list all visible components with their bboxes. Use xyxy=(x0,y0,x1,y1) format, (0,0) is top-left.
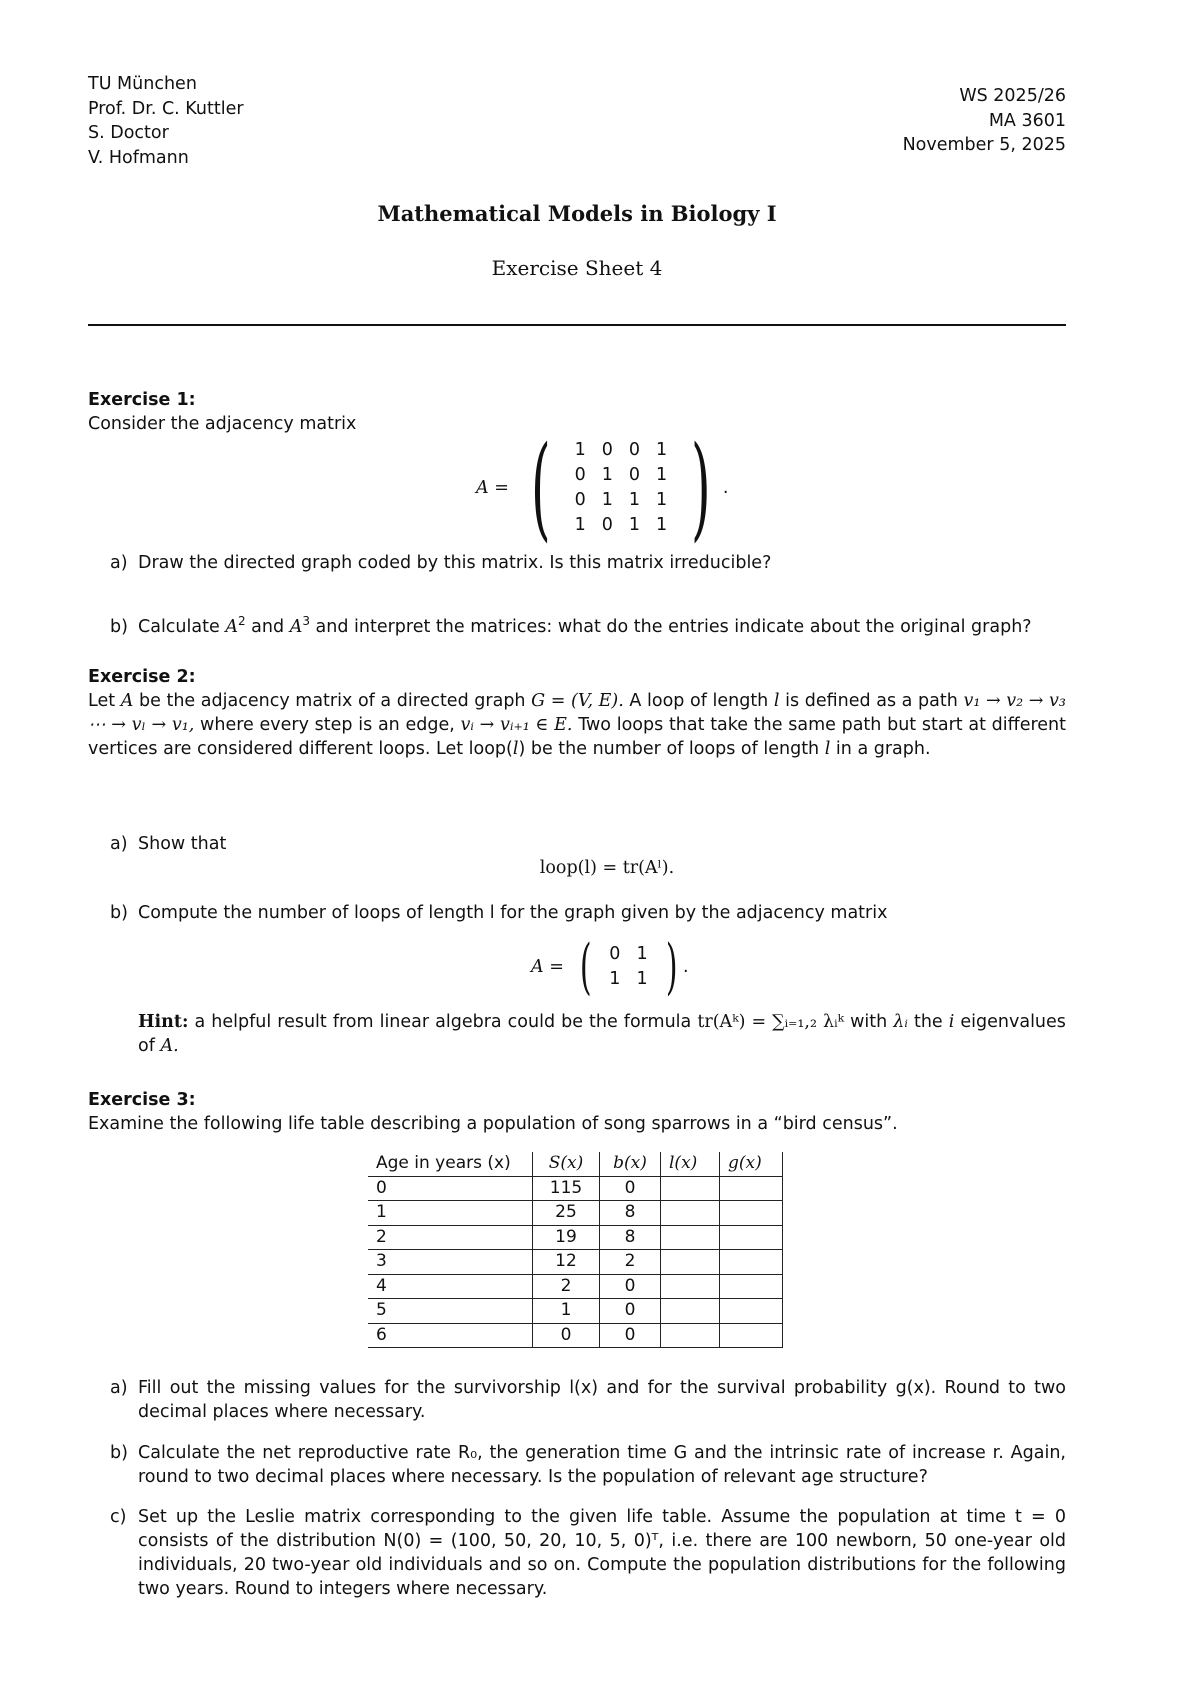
cell-b: 8 xyxy=(600,1201,661,1226)
item-label: b) xyxy=(110,617,128,637)
item-label: b) xyxy=(110,1443,128,1463)
math-A: A xyxy=(225,617,238,637)
matrix-label: A = xyxy=(476,477,509,498)
exercise-2-heading: Exercise 2: xyxy=(88,667,196,687)
col-header-b: b(x) xyxy=(600,1152,661,1176)
math-l: l xyxy=(773,691,780,712)
page-subtitle: Exercise Sheet 4 xyxy=(491,256,663,280)
table-row xyxy=(368,1225,783,1250)
matrix-cell: 0 xyxy=(574,490,586,510)
math-l: l xyxy=(824,739,831,760)
matrix-cell: 1 xyxy=(656,515,668,535)
text-part: a helpful result from linear algebra could be the formula xyxy=(194,1012,692,1032)
exponent: 2 xyxy=(237,614,246,629)
col-header-l: l(x) xyxy=(661,1152,720,1176)
cell-S: 2 xyxy=(533,1274,600,1299)
course-code: MA 3601 xyxy=(988,110,1066,131)
cell-l xyxy=(661,1274,720,1299)
hint-label: Hint: xyxy=(138,1012,189,1032)
exercise-3 xyxy=(88,1088,1066,1136)
item-text: Draw the directed graph coded by this matrix. Is this matrix irreducible? xyxy=(138,553,772,573)
cell-S: 115 xyxy=(533,1176,600,1201)
item-label: b) xyxy=(110,903,128,923)
math-i: i xyxy=(948,1012,955,1032)
math-lambda: λᵢ xyxy=(893,1012,908,1032)
matrix-cell: 0 xyxy=(609,944,621,964)
math-A: A xyxy=(289,617,303,637)
life-table xyxy=(368,1152,783,1348)
cell-g xyxy=(720,1323,783,1348)
cell-b: 0 xyxy=(600,1323,661,1348)
matrix-cell: 1 xyxy=(609,969,621,989)
cell-S: 12 xyxy=(533,1250,600,1275)
exercise-1 xyxy=(88,388,1066,436)
assistant-2: V. Hofmann xyxy=(88,147,189,168)
item-label: a) xyxy=(110,834,128,854)
cell-g xyxy=(720,1201,783,1226)
col-header-g: g(x) xyxy=(720,1152,783,1176)
math-A: A. xyxy=(160,1036,179,1057)
matrix-cell: 1 xyxy=(656,440,668,460)
exercise-3b xyxy=(110,1441,1066,1489)
professor: Prof. Dr. C. Kuttler xyxy=(88,98,244,119)
text-part: with xyxy=(850,1012,888,1032)
trace-formula: tr(Aᵏ) = ∑ᵢ₌₁,₂ λᵢᵏ xyxy=(697,1012,845,1032)
text-part: eigenvalues of xyxy=(138,1012,1066,1057)
matrix-cell: 1 xyxy=(628,490,640,510)
text-part: the xyxy=(913,1012,943,1032)
date: November 5, 2025 xyxy=(902,135,1066,155)
cell-b: 8 xyxy=(600,1225,661,1250)
exercise-2a xyxy=(110,832,1066,856)
cell-age: 0 xyxy=(368,1176,533,1201)
cell-l xyxy=(661,1299,720,1324)
matrix-cell: 0 xyxy=(574,465,586,485)
exercise-sheet-page xyxy=(88,0,1066,1696)
matrix-label: A = xyxy=(531,956,564,977)
item-text: Compute the number of loops of length l for the graph given by the adjacency matrix xyxy=(138,903,888,923)
cell-age: 2 xyxy=(368,1225,533,1250)
formula: loop(l) = tr(Aˡ). xyxy=(539,858,675,878)
cell-g xyxy=(720,1299,783,1324)
assistant-1: S. Doctor xyxy=(88,123,169,143)
math-path: v₁ → v₂ → v₃ ⋯ → vₗ → v₁, xyxy=(88,691,1066,736)
item-text: Fill out the missing values for the survivorship l(x) and for the survival probability g(x). Round to two decimal places where necessary. xyxy=(138,1378,1066,1423)
cell-b: 0 xyxy=(600,1176,661,1201)
table-row xyxy=(368,1274,783,1299)
math-edge: vᵢ → vᵢ₊₁ ∈ E. xyxy=(460,715,573,736)
text-part: and xyxy=(251,617,285,637)
exercise-1-heading: Exercise 1: xyxy=(88,390,196,410)
cell-g xyxy=(720,1250,783,1275)
exercise-2-hint xyxy=(138,1010,1066,1058)
header-right xyxy=(903,84,1066,158)
exercise-1a xyxy=(110,551,1066,575)
text-part: and interpret the matrices: what do the entries indicate about the original graph? xyxy=(315,617,1032,637)
hint-text xyxy=(138,1010,1066,1058)
matrix-cell: 0 xyxy=(628,465,640,485)
item-text: Set up the Leslie matrix corresponding to the given life table. Assume the population at time t = 0 consists of the distribution N(0) = (100, 50, 20, 10, 5, 0)ᵀ, i.e. there are 100 newborn, 50 one-year old individuals, 20 two-year old individuals and so on. Compute the population distributions for the following two years. Round to integers where necessary. xyxy=(138,1507,1066,1600)
col-header-age: Age in years (x) xyxy=(368,1152,533,1176)
left-paren: ( xyxy=(579,932,592,1002)
text-part: Two loops that take the same path but start at different vertices are considered different loops. Let loop( xyxy=(88,715,1066,760)
matrix-cell: 1 xyxy=(656,490,668,510)
text-part: ) be the number of loops of length xyxy=(518,739,820,760)
cell-g xyxy=(720,1225,783,1250)
matrix-period: . xyxy=(683,956,689,977)
cell-age: 1 xyxy=(368,1201,533,1226)
item-text: Calculate the net reproductive rate R₀, the generation time G and the intrinsic rate of increase r. Again, round to two decimal places where necessary. Is the population of relevant age structure? xyxy=(138,1443,1066,1488)
math-graph: G = (V, E). xyxy=(531,691,624,712)
cell-l xyxy=(661,1201,720,1226)
exercise-3-intro: Examine the following life table describing a population of song sparrows in a “bird census”. xyxy=(88,1114,898,1135)
matrix-cell: 0 xyxy=(601,440,613,460)
cell-l xyxy=(661,1176,720,1201)
cell-l xyxy=(661,1250,720,1275)
text-part: be the adjacency matrix of a directed graph xyxy=(138,691,526,712)
matrix-cell: 1 xyxy=(601,465,613,485)
table-row xyxy=(368,1250,783,1275)
matrix-cell: 1 xyxy=(574,440,586,460)
text-part: A loop of length xyxy=(629,691,769,712)
matrix-cell: 1 xyxy=(601,490,613,510)
item-text: Show that xyxy=(138,834,227,854)
matrix-grid xyxy=(567,438,676,538)
cell-S: 25 xyxy=(533,1201,600,1226)
matrix-cell: 0 xyxy=(628,440,640,460)
exponent: 3 xyxy=(302,614,310,629)
matrix-cell: 1 xyxy=(636,944,648,964)
text-part: Let xyxy=(88,691,116,712)
matrix-cell: 1 xyxy=(636,969,648,989)
table-row xyxy=(368,1299,783,1324)
exercise-3a xyxy=(110,1376,1066,1424)
exercise-2-matrix xyxy=(531,932,689,1002)
text-part: where every step is an edge, xyxy=(200,715,455,736)
item-label: a) xyxy=(110,1378,128,1398)
cell-l xyxy=(661,1323,720,1348)
cell-age: 3 xyxy=(368,1250,533,1275)
exercise-3-heading: Exercise 3: xyxy=(88,1090,196,1110)
table-row xyxy=(368,1176,783,1201)
cell-g xyxy=(720,1176,783,1201)
cell-S: 0 xyxy=(533,1323,600,1348)
matrix-cell: 1 xyxy=(656,465,668,485)
page-title: Mathematical Models in Biology I xyxy=(377,201,777,226)
cell-age: 6 xyxy=(368,1323,533,1348)
university: TU München xyxy=(88,74,197,94)
right-paren: ) xyxy=(691,423,711,553)
cell-S: 1 xyxy=(533,1299,600,1324)
math-l: l xyxy=(512,739,519,760)
text-part: is defined as a path xyxy=(785,691,958,712)
exercise-1-intro: Consider the adjacency matrix xyxy=(88,414,357,435)
right-paren: ) xyxy=(665,932,678,1002)
matrix-grid xyxy=(601,942,655,992)
exercise-1-matrix xyxy=(476,423,729,553)
cell-g xyxy=(720,1274,783,1299)
exercise-3c xyxy=(110,1505,1066,1602)
cell-age: 4 xyxy=(368,1274,533,1299)
matrix-cell: 1 xyxy=(574,515,586,535)
matrix-period: . xyxy=(722,477,729,498)
cell-b: 0 xyxy=(600,1299,661,1324)
text-part: Calculate xyxy=(138,617,220,637)
matrix-cell: 1 xyxy=(628,515,640,535)
cell-b: 2 xyxy=(600,1250,661,1275)
loop-formula xyxy=(148,856,1066,880)
table-row xyxy=(368,1323,783,1348)
matrix-cell: 0 xyxy=(601,515,613,535)
cell-S: 19 xyxy=(533,1225,600,1250)
item-label: a) xyxy=(110,553,128,573)
exercise-2b xyxy=(110,901,1066,925)
exercise-2 xyxy=(88,665,1066,762)
table-row xyxy=(368,1201,783,1226)
title-divider xyxy=(88,324,1066,326)
text-part: in a graph. xyxy=(835,739,931,760)
item-text xyxy=(138,615,1066,639)
semester: WS 2025/26 xyxy=(959,86,1066,106)
item-label: c) xyxy=(110,1507,127,1527)
math-A: A xyxy=(120,691,134,712)
header-left xyxy=(88,72,244,170)
exercise-2-intro xyxy=(88,689,1066,761)
left-paren: ( xyxy=(530,423,551,553)
cell-l xyxy=(661,1225,720,1250)
cell-age: 5 xyxy=(368,1299,533,1324)
cell-b: 0 xyxy=(600,1274,661,1299)
col-header-S: S(x) xyxy=(533,1152,600,1176)
exercise-1b xyxy=(110,615,1066,639)
